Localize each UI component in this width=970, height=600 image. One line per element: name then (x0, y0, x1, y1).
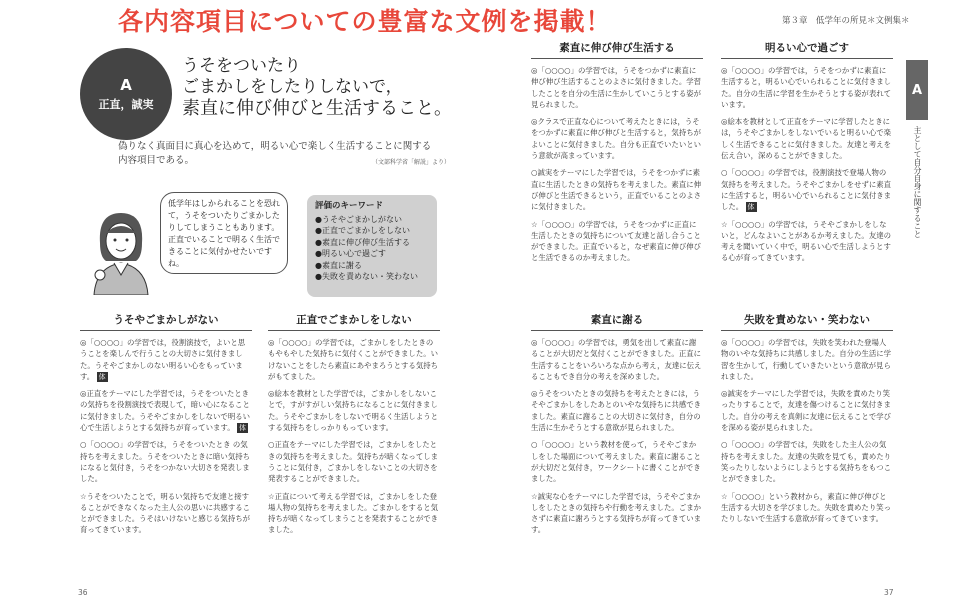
example-entry: ◎「○○○○」の学習では，うそをつかずに素直に伸び伸び生活することのよさに気付きました。学習したことを自分の生活に生かしていこうとする姿が見られました。 (531, 66, 701, 109)
topic-circle (80, 48, 172, 140)
example-entry: ○誠実をテーマにした学習では，うそをつかずに素直に生活したときの気持ちを考えました。素直に伸び伸びと生活できるという，正直でいることのよさに気付きました。 (531, 168, 701, 212)
source-note: （文部科学省「解説」より） (372, 159, 451, 166)
example-entry: ◎絵本を教材とした学習では，ごまかしをしないことで，すがすがしい気持ちになることに気付きました。うそやごまかしをしないで明るく生活しようとする気持ちをしっかりもっています。 (268, 389, 438, 433)
keyword-item: ●うそやごまかしがない (315, 214, 402, 224)
keyword-box (307, 195, 437, 297)
section-column (531, 40, 703, 270)
index-tab: A (906, 60, 928, 120)
example-entry: ○「○○○○」の学習では，役割演技で登場人物の気持ちを考えました。うそやごまかしをせずに素直に生活すると，明るい心でいられることに気付きました。 体 (721, 168, 891, 212)
section-title: 失敗を責めない・笑わない (744, 314, 870, 326)
keyword-title: 評価のキーワード (315, 201, 384, 211)
example-entry: ☆正直について考える学習では，ごまかしをした登場人物の気持ちを考えました。ごまかしをすると気持ちが暗くなってしまうことを発表することができました。 (268, 491, 438, 535)
example-entry: ◎「○○○○」の学習では，失敗を笑われた登場人物のいやな気持ちに共感しました。自分の生活に学習を生かして，行動していきたいという意欲が見られました。 (721, 338, 891, 381)
section-title: うそやごまかしがない (113, 314, 219, 326)
section-divider (721, 330, 893, 331)
section-column (80, 312, 252, 542)
example-entry: ☆「○○○○」の学習では，うそやごまかしをしないと，どんなよいことがあるか考えました。友達の考えを聞いていく中で，明るい心で生活しようとする心が育ってきています。 (721, 219, 891, 263)
section-divider (721, 58, 893, 59)
example-entry: ○「○○○○」の学習では，失敗をした主人公の気持ちを考えました。友達の失敗を見ても，責めたり笑ったりしないようにしようとする気持ちをもつことができました。 (721, 440, 891, 484)
topic-title (182, 56, 452, 119)
page-number-right: 37 (884, 588, 894, 597)
section-divider (80, 330, 252, 331)
section-title: 素直に謝る (590, 314, 644, 326)
example-entry: ☆「○○○○」という教材から，素直に伸び伸びと生活する大切さを学びました。失敗を責めたり笑ったりしないで生活する意欲が育ってきています。 (721, 491, 891, 524)
keyword-item: ●素直に謝る (315, 260, 362, 270)
physical-badge: 体 (747, 203, 755, 212)
section-divider (268, 330, 440, 331)
title-line: うそをついたり (182, 56, 301, 76)
intro-text: 偽りなく真面目に真心を込めて，明るい心で楽しく生活することに関する内容項目である。 (118, 141, 432, 166)
side-label: 主として自分自身に関すること (913, 126, 922, 238)
physical-badge: 体 (98, 372, 106, 381)
example-entry: ◎「○○○○」の学習では，役割演技で，よいと思うことを楽しんで行うことの大切さに気付きました。うそやごまかしのない明るい心をもっています。 体 (80, 338, 246, 381)
example-entry: ☆うそをついたことで，明るい気持ちで友達と接することができなくなった主人公の思いに共感することができました。うそはいけないと感じる気持ちが育ってきています。 (80, 491, 250, 535)
example-entry: ◎絵本を教材として正直をテーマに学習したときには，うそやごまかしをしないでいると明るい心で楽しく生活できることに気付きました。友達と考えを伝え合い，深めることができました。 (721, 117, 891, 161)
example-entry: ○正直をテーマにした学習では，ごまかしをしたときの気持ちを考えました。気持ちが暗くなってしまうことに気付き，ごまかしをしないことの大切さを発表することができました。 (268, 440, 438, 484)
section-divider (531, 330, 703, 331)
example-entry: ☆「○○○○」の学習では，うそをつかずに正直に生活したときの気持ちについて友達と話し合うことができました。正直でいると，なぜ素直に伸び伸びと生活できるのか考えました。 (531, 219, 701, 263)
section-column (721, 40, 893, 270)
chapter-heading: 第３章 低学年の所見＊文例集＊ (782, 16, 910, 26)
example-entry: ◎正直をテーマにした学習では，うそをついたときの気持ちを役割演技で表現して，暗い心になることに気付きました。うそやごまかしをしないで明るい心で生活しようとする気持ちが育っています。 体 (80, 389, 250, 433)
keyword-item: ●明るい心で過ごす (315, 249, 386, 258)
topic-letter: A (120, 75, 132, 94)
topic-name: 正直，誠実 (98, 97, 154, 111)
example-entry: ◎「○○○○」の学習では，ごまかしをしたときのもやもやした気持ちに気付くことができました。いけないことをしたら素直にあやまろうとする気持ちがもてました。 (268, 338, 438, 381)
example-entry: ○「○○○○」の学習では，うそをついたとき の気持ちを考えました。うそをついたときに暗い気持ちになると気付き，うそをつかない大切さを発表しました。 (80, 440, 250, 484)
example-entry: ☆誠実な心をテーマにした学習では，うそやごまかしをしたときの気持ちや行動を考えました。ごまかさずに素直に謝ろうとする気持ちが育ってきています。 (531, 491, 701, 535)
example-entry: ◎うそをついたときの気持ちを考えたときには，うそやごまかしをしたあとのいやな気持ちに共感できました。素直に謝ることの大切さに気付き，自分の生活に生かそうとする意欲が見られました。 (531, 389, 701, 433)
keyword-item: ●素直に伸び伸び生活する (315, 237, 410, 247)
keyword-item: ●正直でごまかしをしない (315, 226, 410, 235)
example-entry: ○「○○○○」という教材を使って，うそやごまかしをした場面について考えました。素直に謝ることが大切だと気付き，ワークシートに書くことができました。 (531, 440, 701, 484)
title-line: 素直に伸び伸びと生活すること。 (182, 98, 452, 119)
title-line: ごまかしをしたりしないで， (182, 77, 403, 97)
example-entry: ◎クラスで正直な心について考えたときには，うそをつかずに素直に伸び伸びと生活すると，気持ちがよいことに気付きました。自分も正直でいたいという意欲が高まっています。 (531, 117, 701, 161)
example-entry: ◎「○○○○」の学習では，うそをつかずに素直に生活すると，明るい心でいられることに気付きました。自分の生活に学習を生かそうとする姿が表れています。 (721, 66, 891, 109)
page-banner: 各内容項目についての豊富な文例を掲載！ (118, 7, 612, 36)
section-title: 素直に伸び伸び生活する (559, 42, 675, 54)
section-column (531, 312, 703, 542)
speech-bubble: 低学年はしかられることを恐れて，うそをついたりごまかしたりしてしまうこともあります。正直でいることで明るく生活できることに気付かせたいですね。 (160, 192, 288, 274)
example-entry: ◎誠実をテーマにした学習では，失敗を責めたり笑ったりすることで，友達を傷つけることに気付きました。自分の考えを真剣に友達に伝えることで学びを深める姿が見られました。 (721, 389, 891, 433)
section-column (268, 312, 440, 542)
section-title: 明るい心で過ごす (765, 42, 849, 54)
section-column (721, 312, 893, 530)
physical-badge: 体 (238, 424, 246, 433)
teacher-illustration (86, 205, 156, 295)
example-entry: ◎「○○○○」の学習では，勇気を出して素直に謝ることが大切だと気付くことができました。正直に生活することをいろいろな点から考え，友達に伝えることもでき自分の考えを深めました。 (531, 338, 702, 381)
page-number-left: 36 (78, 588, 88, 597)
section-divider (531, 58, 703, 59)
section-title: 正直でごまかしをしない (296, 314, 412, 326)
keyword-item: ●失敗を責めない・笑わない (315, 272, 418, 281)
